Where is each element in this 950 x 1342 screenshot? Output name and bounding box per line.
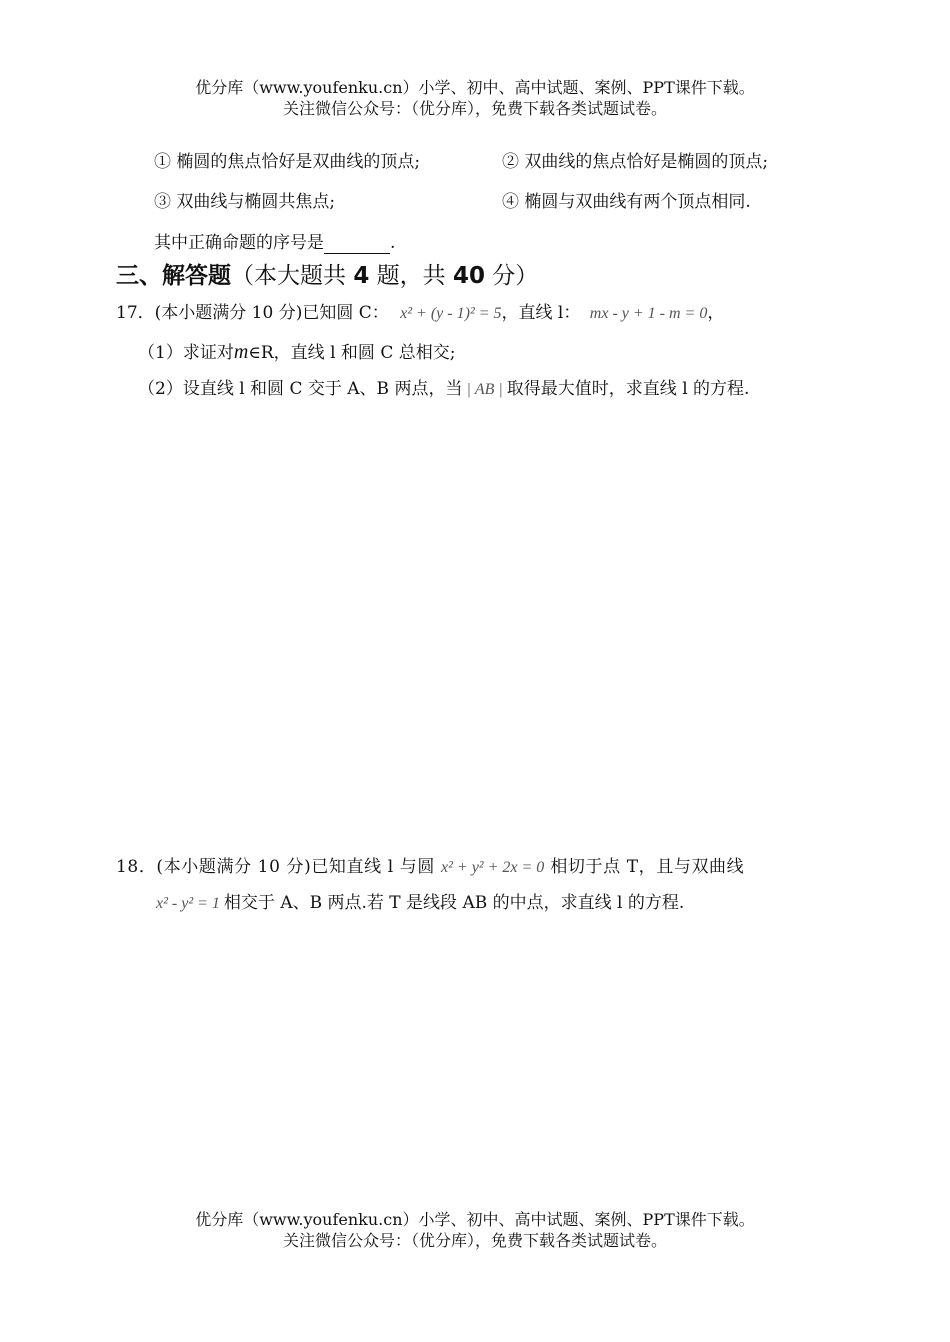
q17-line-equation: mx - y + 1 - m = 0 (589, 305, 708, 322)
header-line-2: 关注微信公众号：（优分库），免费下载各类试题试卷。 (282, 99, 667, 118)
q17-circle-equation: x² + (y - 1)² = 5 (400, 305, 502, 322)
q16-answer-suffix: . (390, 233, 396, 253)
q18-line2-text: 相交于 A、B 两点.若 T 是线段 AB 的中点，求直线 l 的方程. (223, 893, 685, 913)
q17-part-1 (138, 341, 455, 364)
q16-option-2: ② 双曲线的焦点恰好是椭圆的顶点; (502, 152, 769, 172)
section-question-count: 4 (353, 263, 370, 289)
q17-part2-a: （2）设直线 l 和圆 C 交于 A、B 两点，当 (138, 379, 463, 399)
q18-stem (116, 856, 744, 879)
q17-head: 17．(本小题满分 10 分)已知圆 C： (116, 303, 389, 323)
footer-line-2: 关注微信公众号：（优分库），免费下载各类试题试卷。 (282, 1231, 667, 1250)
q16-answer-line (154, 232, 395, 254)
section-title: 三、解答题 (116, 263, 231, 289)
q17-part-2 (138, 378, 749, 401)
q16-option-3: ③ 双曲线与椭圆共焦点; (154, 192, 336, 212)
q18-hyperbola-equation: x² - y² = 1 (156, 895, 220, 912)
q17-part1-a: （1）求证对 (138, 343, 234, 363)
section-subtitle-b: 题，共 (369, 263, 453, 289)
section-total-score: 40 (452, 263, 485, 289)
q17-tail: ， (707, 303, 725, 323)
q17-part1-b: ∈R，直线 l 和圆 C 总相交; (248, 343, 456, 363)
section-subtitle-a: （本大题共 (231, 263, 354, 289)
q18-circle-equation: x² + y² + 2x = 0 (441, 859, 545, 876)
q18-head-b: 相切于点 T，且与双曲线 (550, 857, 745, 877)
q16-option-4: ④ 椭圆与双曲线有两个顶点相同. (502, 192, 751, 212)
q17-part2-abs: | AB | (466, 381, 503, 398)
q17-stem (116, 302, 724, 325)
q17-mid: ，直线 l： (501, 303, 581, 323)
header-line-1: 优分库（www.youfenku.cn）小学、初中、高中试题、案例、PPT课件下载。 (195, 78, 755, 97)
q18-line-2 (156, 892, 684, 915)
q17-part2-b: 取得最大值时，求直线 l 的方程. (506, 379, 750, 399)
footer-line-1: 优分库（www.youfenku.cn）小学、初中、高中试题、案例、PPT课件下载。 (195, 1210, 755, 1229)
answer-blank (324, 235, 390, 254)
q18-head: 18．(本小题满分 10 分)已知直线 l 与圆 (116, 857, 435, 877)
q17-part1-m: m (233, 341, 249, 363)
q16-answer-prefix: 其中正确命题的序号是 (154, 233, 324, 253)
section-3-heading (116, 262, 538, 290)
section-subtitle-c: 分） (484, 263, 539, 289)
q16-option-1: ① 椭圆的焦点恰好是双曲线的顶点; (154, 152, 421, 172)
